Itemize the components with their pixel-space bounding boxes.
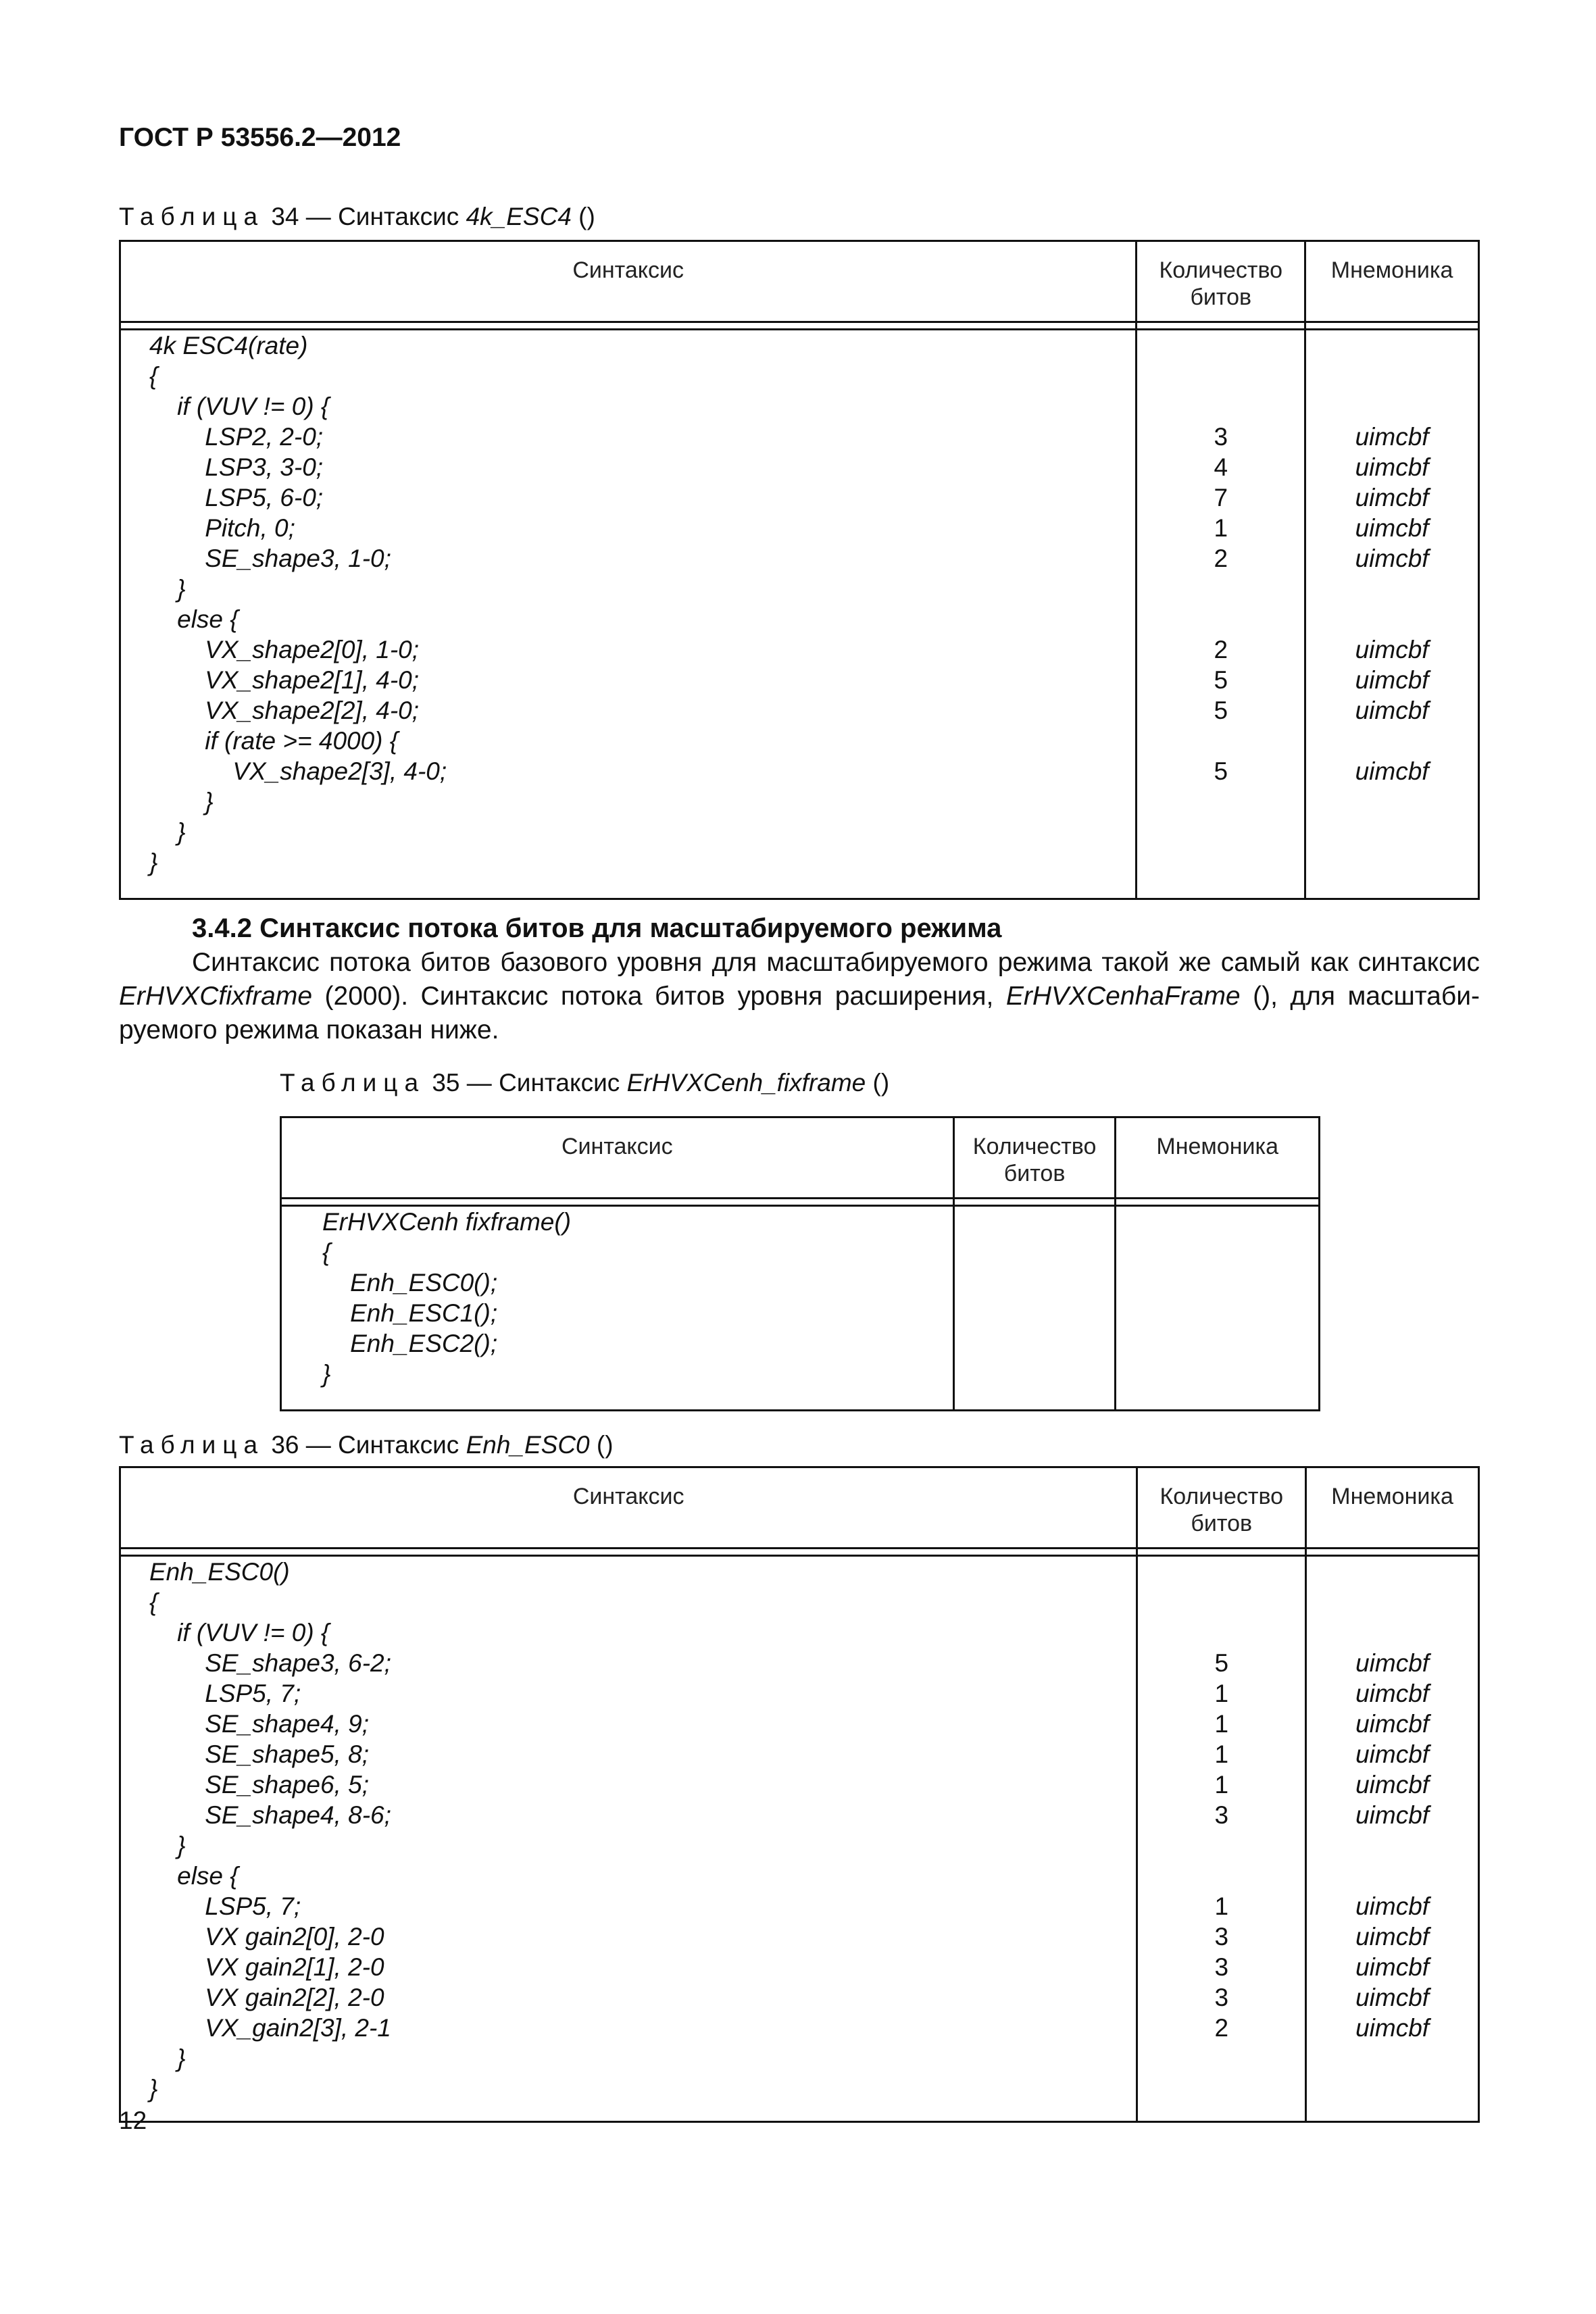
mnemonic-value: uimcbf [1355,1649,1430,1677]
header-mnemonic: Мнемоника [1306,1467,1479,1549]
header-mnemonic: Мнемоника [1305,241,1479,322]
bits-value: 3 [1214,1923,1229,1951]
syntax-line: LSP5, 6-0; [149,484,324,511]
syntax-line: } [149,2075,158,2103]
bits-value: 1 [1214,1680,1229,1707]
mnemonic-value [1306,330,1478,361]
bits-value [1137,574,1304,604]
standard-designation: ГОСТ Р 53556.2—2012 [119,123,401,152]
mnemonic-value: uimcbf [1355,1923,1430,1951]
bits-value: 1 [1214,514,1228,542]
section-paragraph [119,946,1480,1047]
bits-value: 5 [1214,1649,1229,1677]
table-header-row [120,241,1479,322]
syntax-line: else { [149,605,239,633]
syntax-line: Enh_ESC2(); [322,1330,498,1357]
syntax-line: VX_gain2[3], 2-1 [149,2014,391,2042]
caption-prefix: Таблица [119,203,265,230]
bits-value [1138,1587,1305,1617]
section-heading: 3.4.2 Синтаксис потока битов для масштабируемого режима [192,913,1002,943]
syntax-line: SE_shape3, 6-2; [149,1649,391,1677]
mnemonic-value: uimcbf [1355,1801,1430,1829]
bits-value: 1 [1214,1771,1229,1799]
bits-value [1137,391,1304,422]
mnemonic-value [1307,1861,1478,1891]
table-35-caption [280,1069,889,1097]
caption-text: 34 — Синтаксис [271,203,459,230]
table-34-caption [119,203,595,231]
caption-parens: () [596,1431,614,1459]
header-mnemonic: Мнемоника [1116,1117,1320,1199]
mnemonic-value [1306,361,1478,391]
bits-value: 5 [1214,757,1228,785]
syntax-line: } [149,2044,186,2072]
header-syntax: Синтаксис [120,1467,1137,1549]
syntax-line: } [149,1832,186,1859]
bits-value [1138,2073,1305,2104]
table-body-row [120,330,1479,899]
table-36 [119,1466,1480,2123]
caption-prefix: Таблица [280,1069,426,1097]
bits-value: 3 [1214,1801,1229,1829]
table-34 [119,240,1480,900]
mnemonic-value: uimcbf [1355,666,1429,694]
syntax-line: if (VUV != 0) { [149,393,330,420]
bits-column [1137,1556,1306,2122]
page-number: 12 [119,2107,147,2134]
paragraph-line: руемого режима показан ниже. [119,1015,499,1045]
mnemonic-value: uimcbf [1355,757,1429,785]
mnemonic-value: uimcbf [1355,1680,1430,1707]
header-syntax: Синтаксис [120,241,1137,322]
bits-value: 5 [1214,697,1228,724]
syntax-line: ErHVXCenh fixframe() [322,1208,572,1236]
bits-value [1137,726,1304,756]
syntax-line: SE_shape5, 8; [149,1740,369,1768]
syntax-line: SE_shape3, 1-0; [149,545,391,572]
syntax-line: Enh_ESC0() [149,1558,290,1586]
bits-value [1137,847,1304,878]
syntax-line: } [149,575,186,603]
syntax-line: } [149,849,158,876]
bits-value [1138,1830,1305,1861]
syntax-line: SE_shape4, 9; [149,1710,369,1738]
table-header-row [120,1467,1479,1549]
syntax-line: VX_shape2[1], 4-0; [149,666,420,694]
bits-column [1137,330,1305,899]
mnemonic-value: uimcbf [1355,1892,1430,1920]
syntax-line: } [322,1360,331,1388]
syntax-line: LSP3, 3-0; [149,453,324,481]
bits-value: 4 [1214,453,1228,481]
mnemonic-value: uimcbf [1355,545,1429,572]
paragraph-line: Синтаксис потока битов базового уровня для масштабируемого режима такой же самый как синтаксис [192,948,1480,977]
bits-value [1137,330,1304,361]
bits-value [1138,2043,1305,2073]
mnemonic-value: uimcbf [1355,453,1429,481]
bits-value [1138,1557,1305,1587]
bits-value: 3 [1214,1984,1229,2011]
bits-value: 1 [1214,1710,1229,1738]
mnemonic-value [1306,726,1478,756]
syntax-line: else { [149,1862,239,1890]
bits-value: 3 [1214,1953,1229,1981]
bits-value [1138,1617,1305,1648]
bits-value: 2 [1214,636,1228,663]
table-36-caption [119,1431,614,1459]
syntax-line: VX_shape2[2], 4-0; [149,697,420,724]
mnemonic-value: uimcbf [1355,514,1429,542]
syntax-line: 4k ESC4(rate) [149,332,308,359]
header-bits: Количество битов [1137,1467,1306,1549]
syntax-line: } [149,788,214,815]
bits-value [1137,817,1304,847]
mnemonic-value [1306,817,1478,847]
mnemonic-value: uimcbf [1355,1953,1430,1981]
mnemonic-value: uimcbf [1355,697,1429,724]
table-body-row [120,1556,1479,2122]
mnemonic-value [1307,2043,1478,2073]
bits-value: 7 [1214,484,1228,511]
mnemonic-value [1306,574,1478,604]
caption-parens: () [578,203,595,230]
table-35 [280,1116,1320,1411]
mnemonic-value: uimcbf [1355,636,1429,663]
bits-value [1137,604,1304,634]
syntax-line: LSP5, 7; [149,1680,301,1707]
mnemonic-value: uimcbf [1355,1984,1430,2011]
syntax-line: if (rate >= 4000) { [149,727,399,755]
bits-column [953,1206,1116,1411]
syntax-line: VX gain2[1], 2-0 [149,1953,384,1981]
paragraph-line: ErHVXCfixframe (2000). Синтаксис потока битов уровня расширения, ErHVXCenhaFrame (), для масштаби- [119,982,1480,1011]
syntax-line: } [149,818,186,846]
syntax-line: SE_shape4, 8-6; [149,1801,391,1829]
mnemonic-value [1306,786,1478,817]
mnemonic-value [1307,1587,1478,1617]
header-syntax: Синтаксис [281,1117,954,1199]
syntax-column [120,1556,1137,2122]
caption-text: 36 — Синтаксис [271,1431,459,1459]
bits-value: 5 [1214,666,1228,694]
bits-value [1137,361,1304,391]
table-body-row [281,1206,1320,1411]
mnemonic-value: uimcbf [1355,423,1429,451]
syntax-line: { [322,1238,331,1266]
caption-function-name: 4k_ESC4 [466,203,572,230]
syntax-line: VX_shape2[0], 1-0; [149,636,420,663]
caption-text: 35 — Синтаксис [432,1069,620,1097]
bits-value [1138,1861,1305,1891]
mnemonic-value: uimcbf [1355,484,1429,511]
bits-value: 1 [1214,1740,1229,1768]
syntax-line: { [149,1588,158,1616]
header-bits: Количество битов [953,1117,1116,1199]
caption-prefix: Таблица [119,1431,265,1459]
syntax-line: VX_shape2[3], 4-0; [149,757,447,785]
bits-value: 2 [1214,2014,1229,2042]
syntax-line: LSP2, 2-0; [149,423,324,451]
mnemonic-value [1307,2073,1478,2104]
bits-value [1137,786,1304,817]
mnemonic-value [1306,391,1478,422]
mnemonic-value: uimcbf [1355,1710,1430,1738]
mnemonic-column [1116,1206,1320,1411]
bits-value: 1 [1214,1892,1229,1920]
mnemonic-value [1307,1830,1478,1861]
mnemonic-value: uimcbf [1355,1771,1430,1799]
mnemonic-value [1307,1617,1478,1648]
syntax-column [281,1206,954,1411]
mnemonic-value [1306,847,1478,878]
mnemonic-value [1307,1557,1478,1587]
syntax-line: if (VUV != 0) { [149,1619,330,1646]
caption-parens: () [872,1069,890,1097]
caption-function-name: ErHVXCenh_fixframe [626,1069,866,1097]
mnemonic-value [1306,604,1478,634]
header-bits: Количество битов [1137,241,1305,322]
mnemonic-value: uimcbf [1355,1740,1430,1768]
mnemonic-column [1305,330,1479,899]
bits-value: 2 [1214,545,1228,572]
syntax-column [120,330,1137,899]
syntax-line: Enh_ESC1(); [322,1299,498,1327]
syntax-line: Pitch, 0; [149,514,295,542]
syntax-line: Enh_ESC0(); [322,1269,498,1297]
mnemonic-value: uimcbf [1355,2014,1430,2042]
bits-value: 3 [1214,423,1228,451]
syntax-line: VX gain2[0], 2-0 [149,1923,384,1951]
table-header-row [281,1117,1320,1199]
syntax-line: { [149,362,158,390]
syntax-line: LSP5, 7; [149,1892,301,1920]
syntax-line: VX gain2[2], 2-0 [149,1984,384,2011]
syntax-line: SE_shape6, 5; [149,1771,369,1799]
caption-function-name: Enh_ESC0 [466,1431,590,1459]
mnemonic-column [1306,1556,1479,2122]
